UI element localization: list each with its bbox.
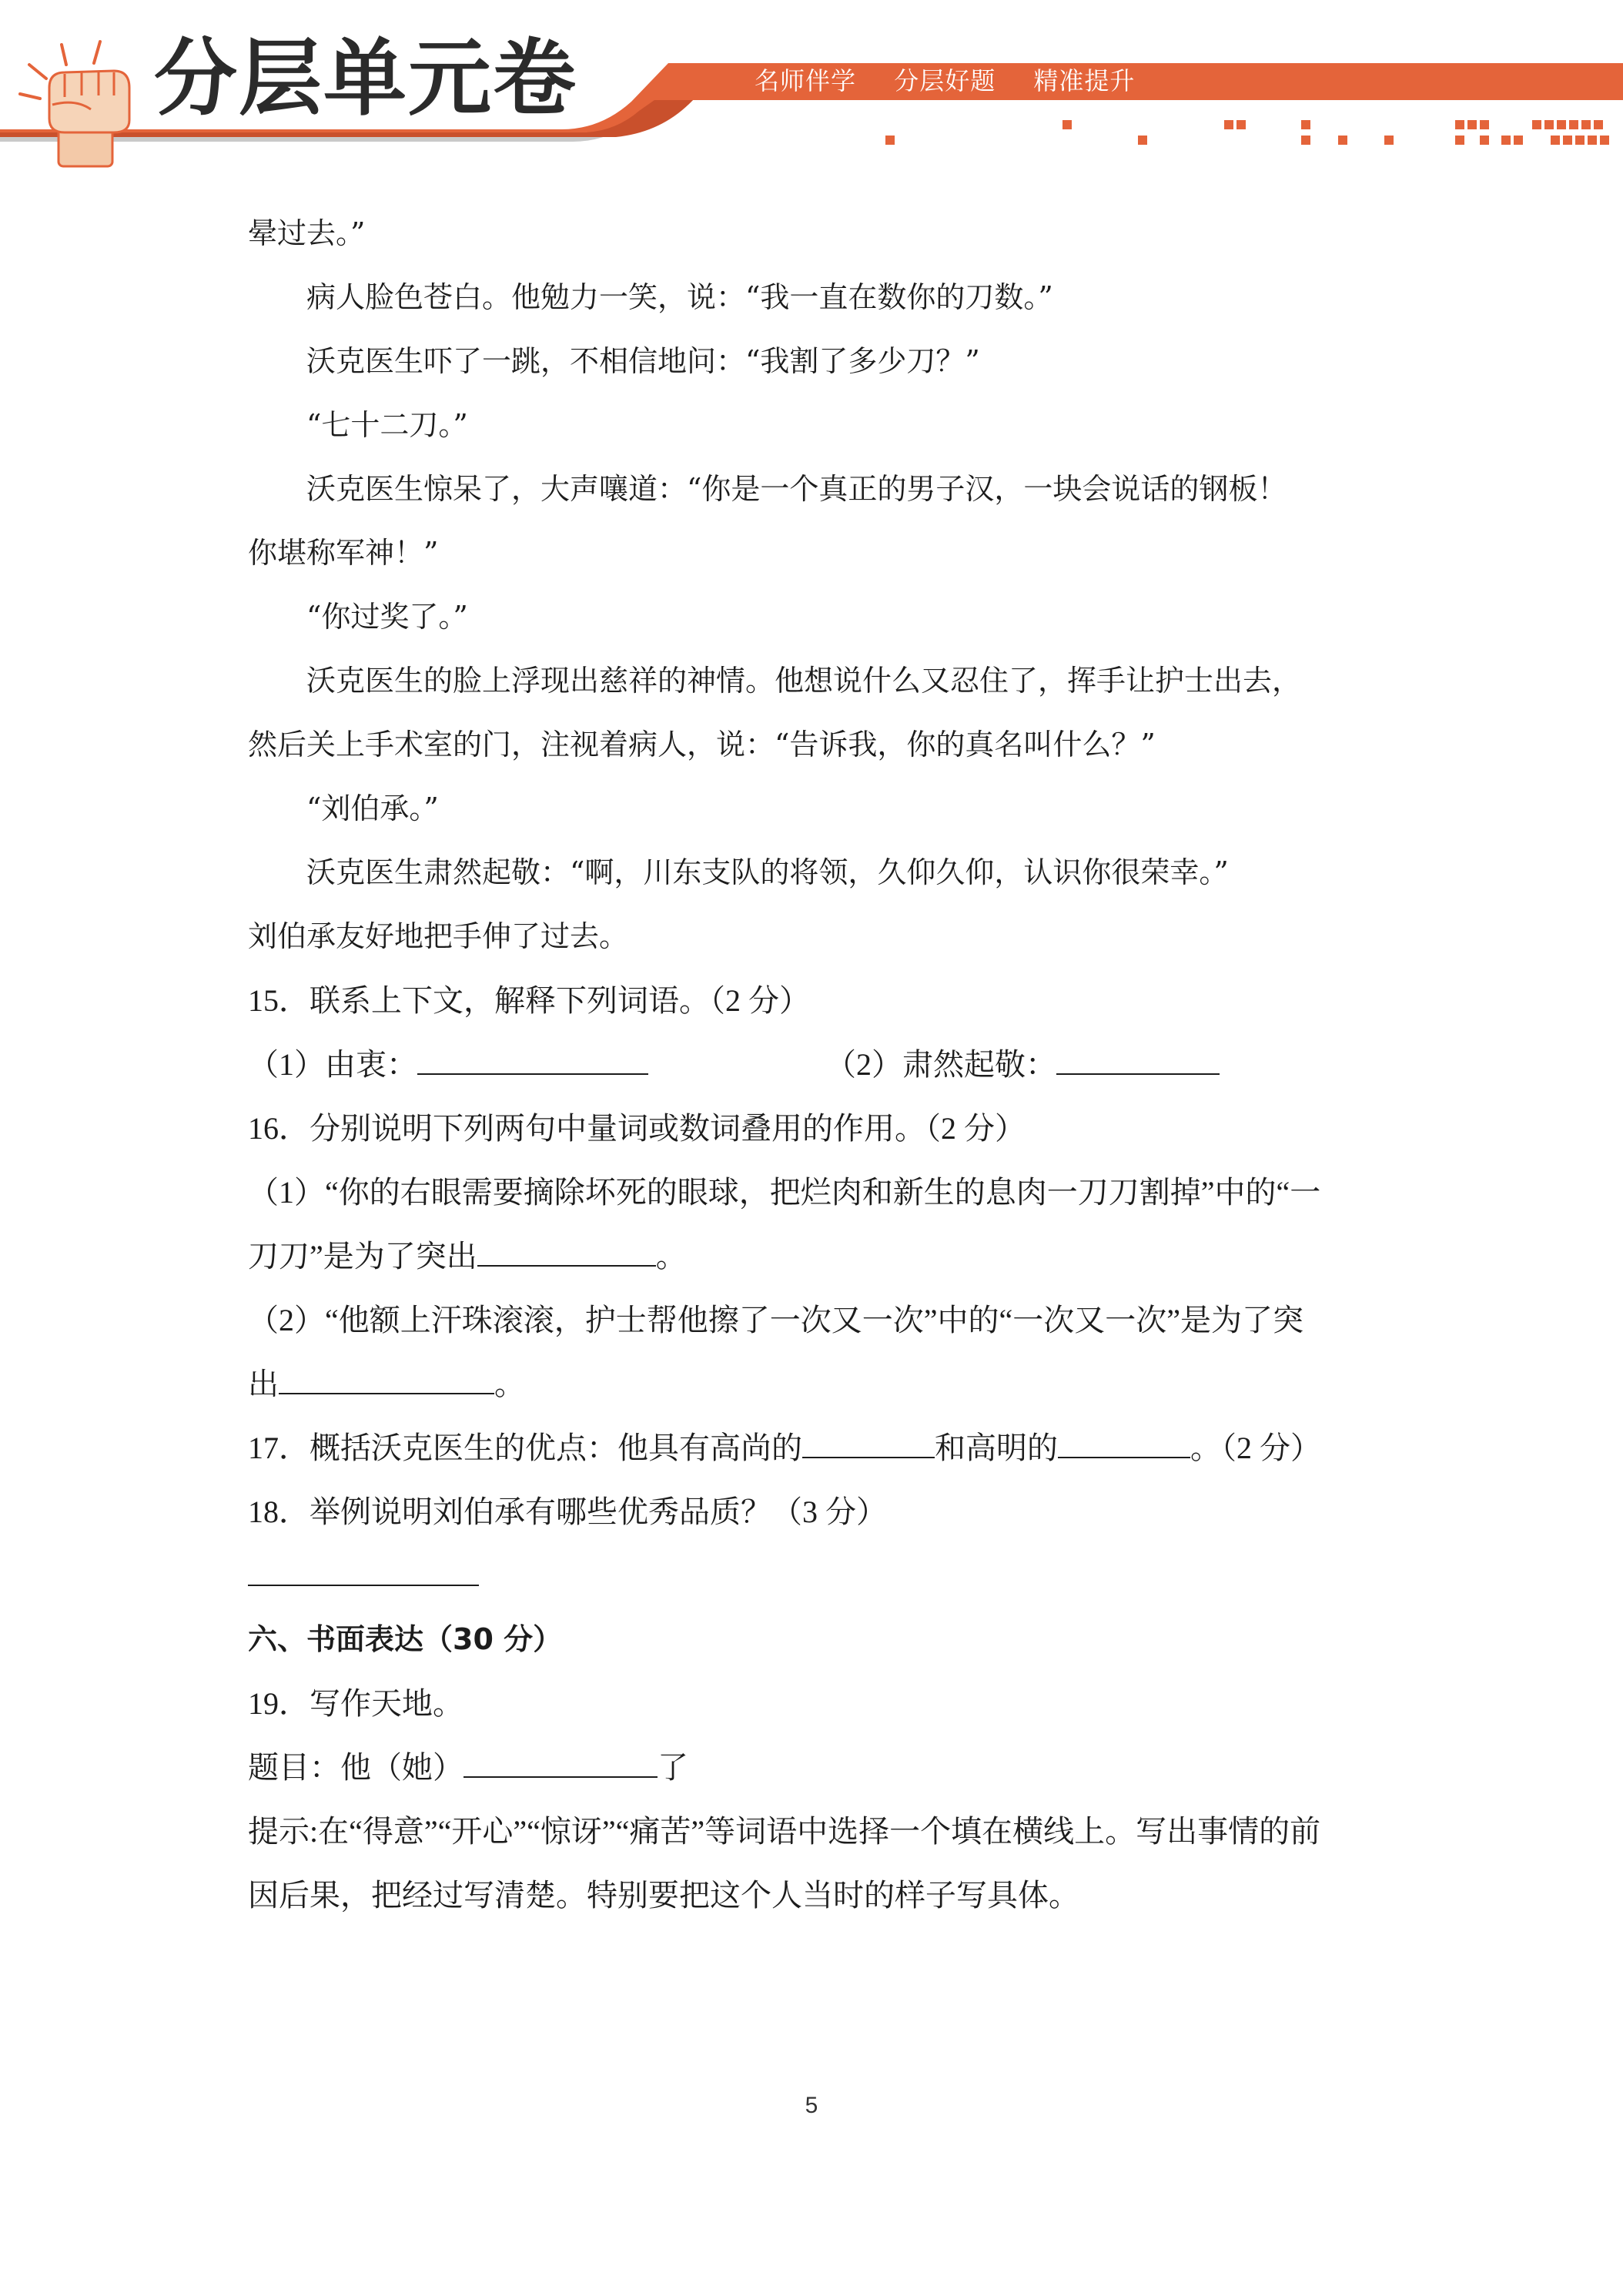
composition-title-post: 了 <box>658 1750 688 1785</box>
tagline-item: 名师伴学 <box>755 66 857 95</box>
q17-text-post: 。（2 分） <box>1190 1431 1321 1465</box>
passage-line: 沃克医生惊呆了，大声嚷道：“你是一个真正的男子汉，一块会说话的钢板！ <box>306 472 1287 506</box>
question-19-stem: 19．写作天地。 <box>248 1686 463 1721</box>
page-number: 5 <box>805 2093 818 2118</box>
passage-line: 沃克医生的脸上浮现出慈祥的神情。他想说什么又忍住了，挥手让护士出去， <box>306 664 1302 698</box>
passage-line: 沃克医生吓了一跳，不相信地问：“我割了多少刀？” <box>306 344 980 378</box>
question-16-stem: 16．分别说明下列两句中量词或数词叠用的作用。（2 分） <box>248 1111 1026 1146</box>
passage-line: 然后关上手术室的门，注视着病人，说：“告诉我，你的真名叫什么？” <box>248 728 1156 761</box>
q17-answer-blank-2[interactable] <box>1058 1431 1190 1458</box>
passage-line: “你过奖了。” <box>306 600 468 634</box>
q16-item2-answer-blank[interactable] <box>279 1367 494 1394</box>
passage-line: 晕过去。” <box>248 216 366 250</box>
raised-fist-icon <box>14 34 145 169</box>
q16-item2-text: 出 <box>248 1367 279 1401</box>
q15-item1-answer-blank[interactable] <box>417 1047 648 1075</box>
q16-item2-line1: （2）“他额上汗珠滚滚，护士帮他擦了一次又一次”中的“一次又一次”是为了突 <box>248 1303 1304 1337</box>
q16-item1-line1: （1）“你的右眼需要摘除坏死的眼球，把烂肉和新生的息肉一刀刀割掉”中的“一 <box>248 1175 1321 1210</box>
composition-title <box>248 1735 1380 1799</box>
q16-item2-end: 。 <box>494 1367 525 1401</box>
q16-item1-answer-blank[interactable] <box>477 1239 656 1267</box>
question-15-items <box>248 1033 1380 1096</box>
composition-title-pre: 题目：他（她） <box>248 1750 463 1785</box>
question-15-stem: 15．联系上下文，解释下列词语。（2 分） <box>248 983 810 1018</box>
passage-line: “七十二刀。” <box>306 408 468 442</box>
question-17 <box>248 1416 1380 1480</box>
q18-answer-blank[interactable] <box>248 1558 479 1586</box>
passage-line: 沃克医生肃然起敬：“啊，川东支队的将领，久仰久仰，认识你很荣幸。” <box>306 855 1229 889</box>
header-tagline <box>755 62 1164 97</box>
question-18-stem: 18．举例说明刘伯承有哪些优秀品质？（3 分） <box>248 1494 887 1529</box>
q17-text-mid: 和高明的 <box>935 1431 1058 1465</box>
q16-item2-line2 <box>248 1352 1380 1416</box>
passage-line: 病人脸色苍白。他勉力一笑，说：“我一直在数你的刀数。” <box>306 280 1053 314</box>
q16-item1-line2 <box>248 1224 1380 1288</box>
q16-item1-text: 刀刀”是为了突出 <box>248 1239 477 1274</box>
section-6-heading: 六、书面表达（30 分） <box>248 1622 563 1656</box>
composition-hint-line2: 因后果，把经过写清楚。特别要把这个人当时的样子写具体。 <box>248 1878 1079 1913</box>
tagline-item: 精准提升 <box>1033 66 1136 95</box>
q17-text-pre: 17．概括沃克医生的优点：他具有高尚的 <box>248 1431 802 1465</box>
page-header <box>0 0 1623 169</box>
composition-title-blank[interactable] <box>463 1750 658 1778</box>
composition-hint-line1: 提示:在“得意”“开心”“惊讶”“痛苦”等词语中选择一个填在横线上。写出事情的前 <box>248 1814 1321 1849</box>
passage-line: 刘伯承友好地把手伸了过去。 <box>248 919 629 953</box>
q18-answer-line <box>248 1544 1380 1608</box>
q17-answer-blank-1[interactable] <box>802 1431 935 1458</box>
passage-line: 你堪称军神！” <box>248 536 439 570</box>
brand-title: 分层单元卷 <box>154 31 578 127</box>
q15-item2-label: （2）肃然起敬： <box>825 1047 1056 1082</box>
tagline-item: 分层好题 <box>894 66 996 95</box>
q15-item1-label: （1）由衷： <box>248 1047 417 1082</box>
passage-line: “刘伯承。” <box>306 792 439 825</box>
q15-item2-answer-blank[interactable] <box>1056 1047 1220 1075</box>
exam-content <box>248 202 1380 1927</box>
q16-item1-end: 。 <box>655 1239 687 1274</box>
